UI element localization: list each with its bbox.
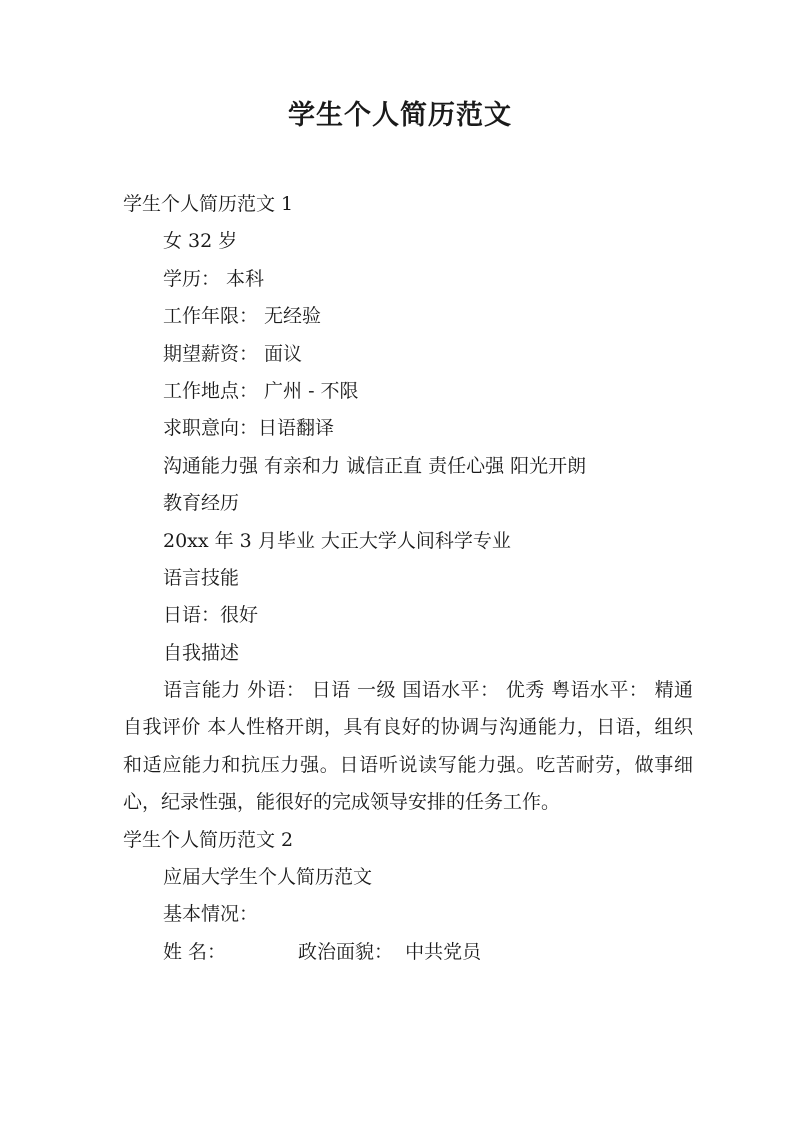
- work-location: 工作地点： 广州 - 不限: [163, 379, 359, 402]
- politics-value: 中共党员: [405, 940, 482, 963]
- language-heading: 语言技能: [163, 566, 240, 589]
- job-objective: 求职意向：日语翻译: [163, 417, 335, 440]
- gender-age: 女 32 岁: [163, 230, 238, 253]
- expected-salary: 期望薪资： 面议: [163, 342, 303, 365]
- section-1-heading: 学生个人简历范文 1: [123, 193, 294, 215]
- section-2-heading: 学生个人简历范文 2: [123, 828, 294, 851]
- name-politics-row: [123, 934, 693, 971]
- education-item: 20xx 年 3 月毕业 大正大学人间科学专业: [163, 529, 511, 552]
- education-heading: 教育经历: [163, 492, 240, 515]
- basic-info-heading: 基本情况：: [163, 903, 259, 926]
- document-title: 学生个人简历范文: [288, 100, 512, 131]
- document-body: [123, 186, 693, 971]
- self-description-text: 语言能力 外语： 日语 一级 国语水平： 优秀 粤语水平： 精通 自我评价 本人性格开朗，具有良好的协调与沟通能力，日语，组织和适应能力和抗压力强。日语听说读写能力强。吃苦耐劳，做事细心，纪录性强，能很好的完成领导安排的任务工作。: [123, 679, 693, 814]
- politics-label: 政治面貌：: [298, 940, 394, 963]
- work-experience: 工作年限： 无经验: [163, 305, 322, 328]
- education: 学历： 本科: [163, 267, 265, 290]
- language-item: 日语：很好: [163, 604, 259, 627]
- self-description-heading: 自我描述: [163, 641, 240, 664]
- personal-traits: 沟通能力强 有亲和力 诚信正直 责任心强 阳光开朗: [163, 454, 587, 477]
- name-label: 姓 名：: [163, 940, 227, 963]
- section-2-subtitle: 应届大学生个人简历范文: [163, 866, 373, 889]
